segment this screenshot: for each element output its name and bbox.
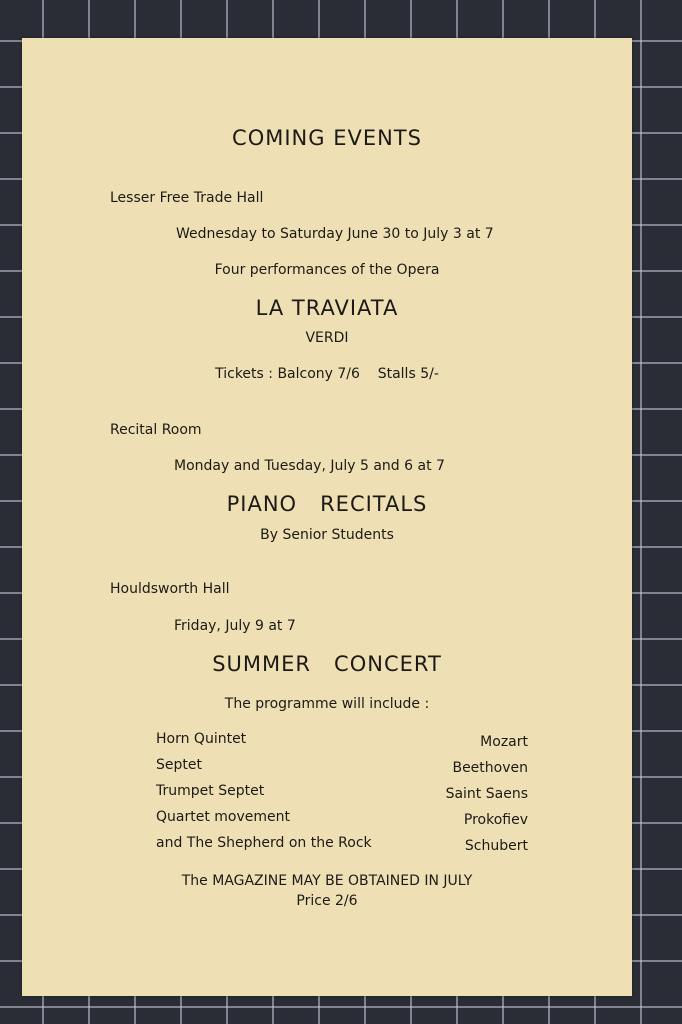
event3-dates: Friday, July 9 at 7 bbox=[174, 618, 296, 634]
programme-work: Trumpet Septet bbox=[156, 783, 265, 799]
event1-venue: Lesser Free Trade Hall bbox=[110, 190, 264, 206]
programme-work: Septet bbox=[156, 757, 202, 773]
event1-intro: Four performances of the Opera bbox=[214, 262, 440, 278]
magazine-notice: The MAGAZINE MAY BE OBTAINED IN JULY bbox=[181, 873, 473, 889]
event2-venue: Recital Room bbox=[110, 422, 202, 438]
event1-tickets: Tickets : Balcony 7/6 Stalls 5/- bbox=[215, 366, 439, 382]
event2-dates: Monday and Tuesday, July 5 and 6 at 7 bbox=[174, 458, 445, 474]
programme-composer: Schubert bbox=[464, 838, 528, 854]
magazine-price: Price 2/6 bbox=[296, 893, 358, 909]
page-heading: COMING EVENTS bbox=[232, 126, 422, 150]
programme-composer: Mozart bbox=[480, 734, 528, 750]
event1-dates: Wednesday to Saturday June 30 to July 3 at 7 bbox=[176, 226, 494, 242]
programme-work: Quartet movement bbox=[156, 809, 290, 825]
event2-subtitle: By Senior Students bbox=[260, 527, 394, 543]
programme-work: and The Shepherd on the Rock bbox=[156, 835, 372, 851]
programme-composer: Prokofiev bbox=[463, 812, 528, 828]
event1-title: LA TRAVIATA bbox=[255, 296, 399, 320]
event1-composer: VERDI bbox=[305, 330, 349, 346]
event3-venue: Houldsworth Hall bbox=[110, 581, 230, 597]
event3-title: SUMMER CONCERT bbox=[212, 652, 442, 676]
programme-composer: Saint Saens bbox=[445, 786, 528, 802]
programme-composer: Beethoven bbox=[452, 760, 528, 776]
programme-sheet bbox=[22, 38, 632, 996]
event3-intro: The programme will include : bbox=[224, 696, 430, 712]
event2-title: PIANO RECITALS bbox=[226, 492, 428, 516]
programme-work: Horn Quintet bbox=[156, 731, 247, 747]
